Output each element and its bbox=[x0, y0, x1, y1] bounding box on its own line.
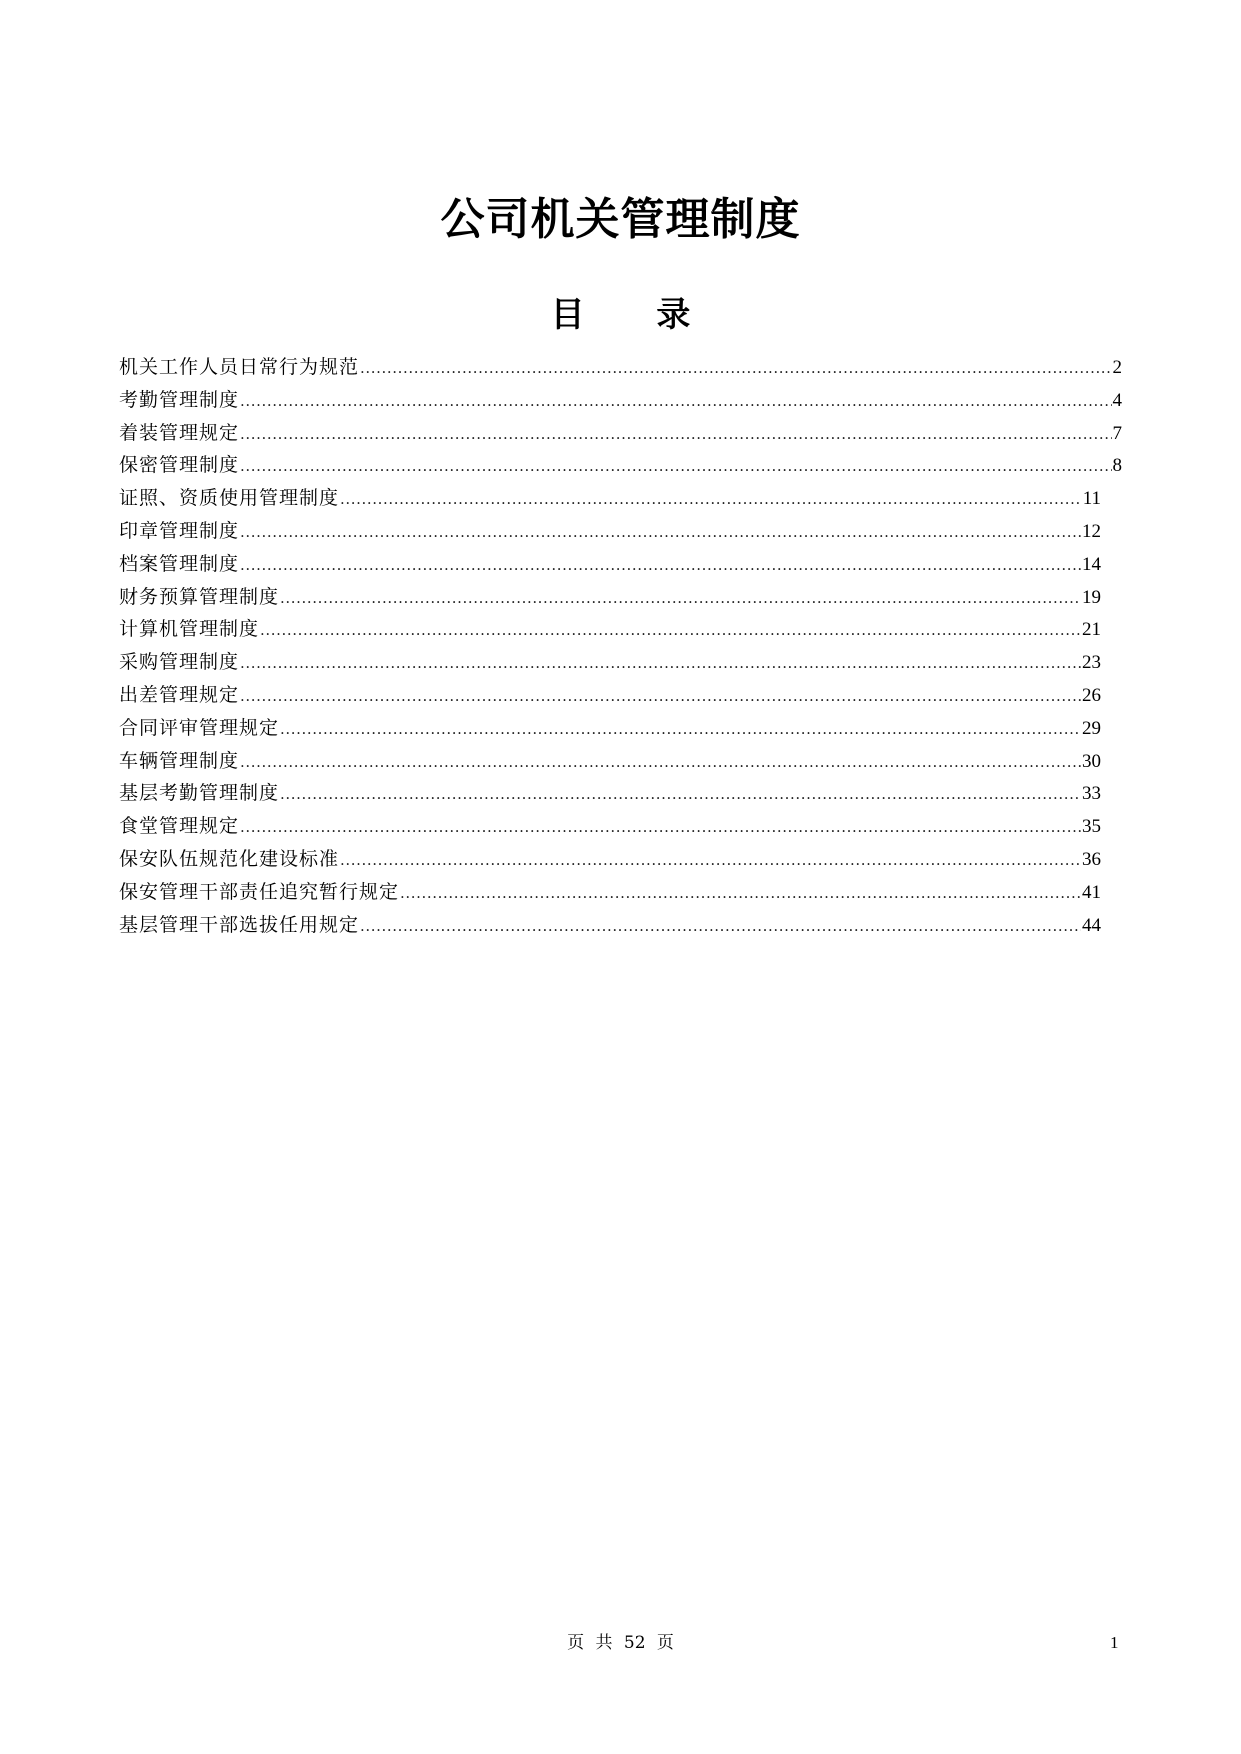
toc-entry-page: 36 bbox=[1082, 848, 1101, 870]
toc-dot-leader bbox=[240, 679, 1081, 712]
toc-dot-leader bbox=[260, 613, 1081, 646]
toc-entry-page: 35 bbox=[1082, 816, 1101, 838]
toc-entry[interactable] bbox=[119, 777, 1101, 810]
toc-entry-label: 证照、资质使用管理制度 bbox=[119, 487, 340, 510]
toc-entry[interactable] bbox=[119, 417, 1122, 450]
toc-entry-label: 合同评审管理规定 bbox=[119, 716, 280, 739]
document-title: 公司机关管理制度 bbox=[440, 194, 801, 245]
toc-entry[interactable] bbox=[119, 449, 1122, 482]
toc-entry[interactable] bbox=[119, 646, 1101, 679]
toc-entry-page: 26 bbox=[1082, 684, 1101, 706]
toc-entry-label: 基层考勤管理制度 bbox=[119, 782, 280, 805]
toc-dot-leader bbox=[280, 777, 1081, 810]
toc-entry[interactable] bbox=[119, 909, 1101, 942]
toc-entry-label: 车辆管理制度 bbox=[119, 749, 240, 772]
toc-entry-label: 印章管理制度 bbox=[119, 519, 240, 542]
toc-entry-label: 考勤管理制度 bbox=[119, 388, 240, 411]
toc-entry-label: 保安队伍规范化建设标准 bbox=[119, 847, 340, 870]
toc-entry-label: 财务预算管理制度 bbox=[119, 585, 280, 608]
toc-dot-leader bbox=[280, 581, 1081, 614]
footer-page-number: 1 bbox=[1110, 1633, 1119, 1652]
toc-dot-leader bbox=[360, 909, 1081, 942]
toc-entry-label: 着装管理规定 bbox=[119, 421, 240, 444]
toc-heading: 目 录 bbox=[550, 295, 691, 335]
toc-dot-leader bbox=[340, 482, 1082, 515]
toc-dot-leader bbox=[360, 351, 1111, 384]
toc-entry[interactable] bbox=[119, 515, 1101, 548]
toc-entry[interactable] bbox=[119, 712, 1101, 745]
toc-entry-page: 8 bbox=[1112, 455, 1122, 477]
toc-dot-leader bbox=[240, 449, 1111, 482]
toc-entry-page: 29 bbox=[1082, 717, 1101, 739]
toc-entry-page: 21 bbox=[1082, 619, 1101, 641]
toc-entry-label: 保安管理干部责任追究暂行规定 bbox=[119, 880, 400, 903]
toc-entry-page: 7 bbox=[1112, 422, 1122, 444]
toc-entry-label: 基层管理干部选拔任用规定 bbox=[119, 913, 360, 936]
toc-dot-leader bbox=[340, 843, 1081, 876]
toc-entry-label: 计算机管理制度 bbox=[119, 618, 260, 641]
toc-dot-leader bbox=[240, 384, 1111, 417]
toc-dot-leader bbox=[400, 876, 1081, 909]
toc-entry-label: 食堂管理规定 bbox=[119, 815, 240, 838]
toc-entry[interactable] bbox=[119, 581, 1101, 614]
toc-entry[interactable] bbox=[119, 548, 1101, 581]
table-of-contents bbox=[119, 351, 1122, 941]
toc-entry-page: 4 bbox=[1112, 389, 1122, 411]
toc-entry[interactable] bbox=[119, 745, 1101, 778]
toc-entry-label: 机关工作人员日常行为规范 bbox=[119, 356, 360, 378]
toc-dot-leader bbox=[240, 745, 1081, 778]
toc-dot-leader bbox=[240, 548, 1081, 581]
toc-entry-page: 11 bbox=[1082, 488, 1101, 510]
toc-dot-leader bbox=[280, 712, 1081, 745]
toc-entry[interactable] bbox=[119, 351, 1122, 384]
toc-entry-page: 30 bbox=[1082, 750, 1101, 772]
toc-dot-leader bbox=[240, 515, 1081, 548]
toc-dot-leader bbox=[240, 417, 1111, 450]
toc-dot-leader bbox=[240, 646, 1081, 679]
toc-entry-page: 12 bbox=[1082, 520, 1101, 542]
toc-entry-page: 14 bbox=[1082, 553, 1101, 575]
toc-entry-page: 44 bbox=[1082, 914, 1101, 936]
toc-entry-page: 2 bbox=[1112, 357, 1122, 378]
toc-entry-label: 采购管理制度 bbox=[119, 651, 240, 674]
toc-entry[interactable] bbox=[119, 679, 1101, 712]
toc-entry-page: 33 bbox=[1082, 783, 1101, 805]
toc-entry-page: 41 bbox=[1082, 881, 1101, 903]
toc-entry-label: 档案管理制度 bbox=[119, 552, 240, 575]
toc-entry-page: 23 bbox=[1082, 652, 1101, 674]
toc-entry[interactable] bbox=[119, 810, 1101, 843]
toc-entry[interactable] bbox=[119, 876, 1101, 909]
toc-entry-label: 出差管理规定 bbox=[119, 683, 240, 706]
toc-entry[interactable] bbox=[119, 843, 1101, 876]
footer-page-count: 页 共 52 页 bbox=[567, 1633, 674, 1653]
toc-entry[interactable] bbox=[119, 613, 1101, 646]
toc-entry-label: 保密管理制度 bbox=[119, 454, 240, 477]
toc-entry[interactable] bbox=[119, 482, 1101, 515]
toc-dot-leader bbox=[240, 810, 1081, 843]
toc-entry-page: 19 bbox=[1082, 586, 1101, 608]
toc-entry[interactable] bbox=[119, 384, 1122, 417]
